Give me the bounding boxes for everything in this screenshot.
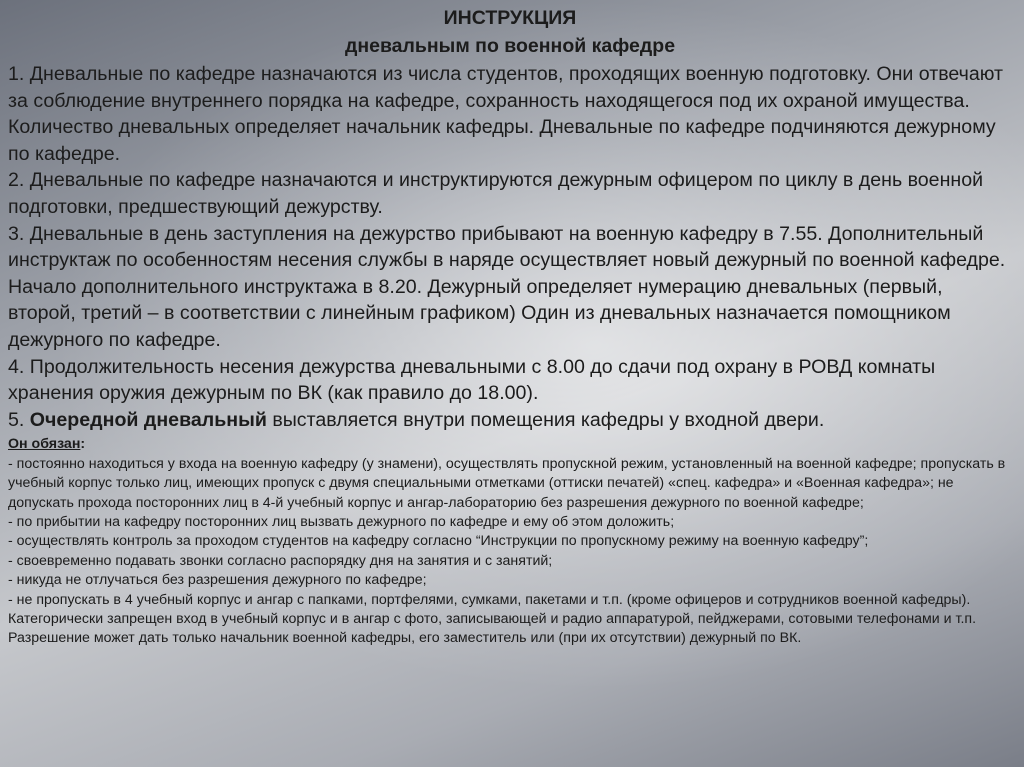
paragraph-3: 3. Дневальные в день заступления на дежурство прибывают на военную кафедру в 7.55. Дополнительный инструктаж по особенностям несения службы в наряде осуществляет новый дежурный по военной кафедре. Начало дополнительного инструктажа в 8.20. Дежурный определяет нумерацию дневальных (первый, второй, третий – в соответствии с линейным графиком) Один из дневальных назначается помощником дежурного по кафедре.	[8, 222, 1006, 351]
title-line-2: дневальным по военной кафедре	[344, 35, 676, 57]
duty-item: - осуществлять контроль за проходом студентов на кафедру согласно “Инструкции по пропускному режиму на военную кафедру”;	[8, 533, 869, 550]
title-line-1: ИНСТРУКЦИЯ	[443, 7, 577, 29]
duties-heading-text: Он обязан	[8, 436, 81, 453]
document-title	[8, 4, 1012, 60]
paragraph-1: 1. Дневальные по кафедре назначаются из числа студентов, проходящих военную подготовку. Они отвечают за соблюдение внутреннего порядка на кафедре, сохранность находящегося под их охраной имущества. Количество дневальных определяет начальник кафедры. Дневальные по кафедре подчиняются дежурному по кафедре.	[8, 63, 1004, 165]
duties-section	[8, 435, 1012, 648]
duty-item: - никуда не отлучаться без разрешения дежурного по кафедре;	[8, 572, 427, 589]
duty-item: - постоянно находиться у входа на военную кафедру (у знамени), осуществлять пропускной режим, установленный на военной кафедре; пропускать в учебный корпус только лиц, имеющих пропуск с двумя специальными отметками (оттиски печатей) «спец. кафедра» и «Военная кафедра»; не допускать прохода посторонних лиц в 4-й учебный корпус и ангар-лабораторию без разрешения дежурного по военной кафедре;	[8, 455, 1006, 511]
slide	[8, 4, 1012, 764]
duties-heading-colon: :	[80, 436, 86, 453]
duties-heading	[8, 435, 1012, 454]
duty-item: - не пропускать в 4 учебный корпус и ангар с папками, портфелями, сумками, пакетами и т.п. (кроме офицеров и сотрудников военной кафедры). Категорически запрещен вход в учебный корпус и в ангар с фото, записывающей и радио аппаратурой, пейджерами, сотовыми телефонами и т.п. Разрешение может дать только начальник военной кафедры, его заместитель или (при их отсутствии) дежурный по ВК.	[8, 591, 977, 647]
paragraph-5	[8, 407, 1012, 434]
duty-item: - своевременно подавать звонки согласно распорядку дня на занятия и с занятий;	[8, 552, 553, 569]
main-paragraphs	[8, 61, 1012, 433]
paragraph-5-bold: Очередной дневальный	[29, 408, 267, 431]
paragraph-5-number: 5.	[8, 408, 30, 431]
paragraph-4: 4. Продолжительность несения дежурства дневальными с 8.00 до сдачи под охрану в РОВД комнаты хранения оружия дежурным по ВК (как правило до 18.00).	[8, 355, 936, 405]
duty-item: - по прибытии на кафедру посторонних лиц вызвать дежурного по кафедре и ему об этом доложить;	[8, 513, 675, 530]
paragraph-5-rest: выставляется внутри помещения кафедры у входной двери.	[266, 408, 825, 431]
paragraph-2: 2. Дневальные по кафедре назначаются и инструктируются дежурным офицером по циклу в день военной подготовки, предшествующий дежурству.	[8, 169, 984, 218]
